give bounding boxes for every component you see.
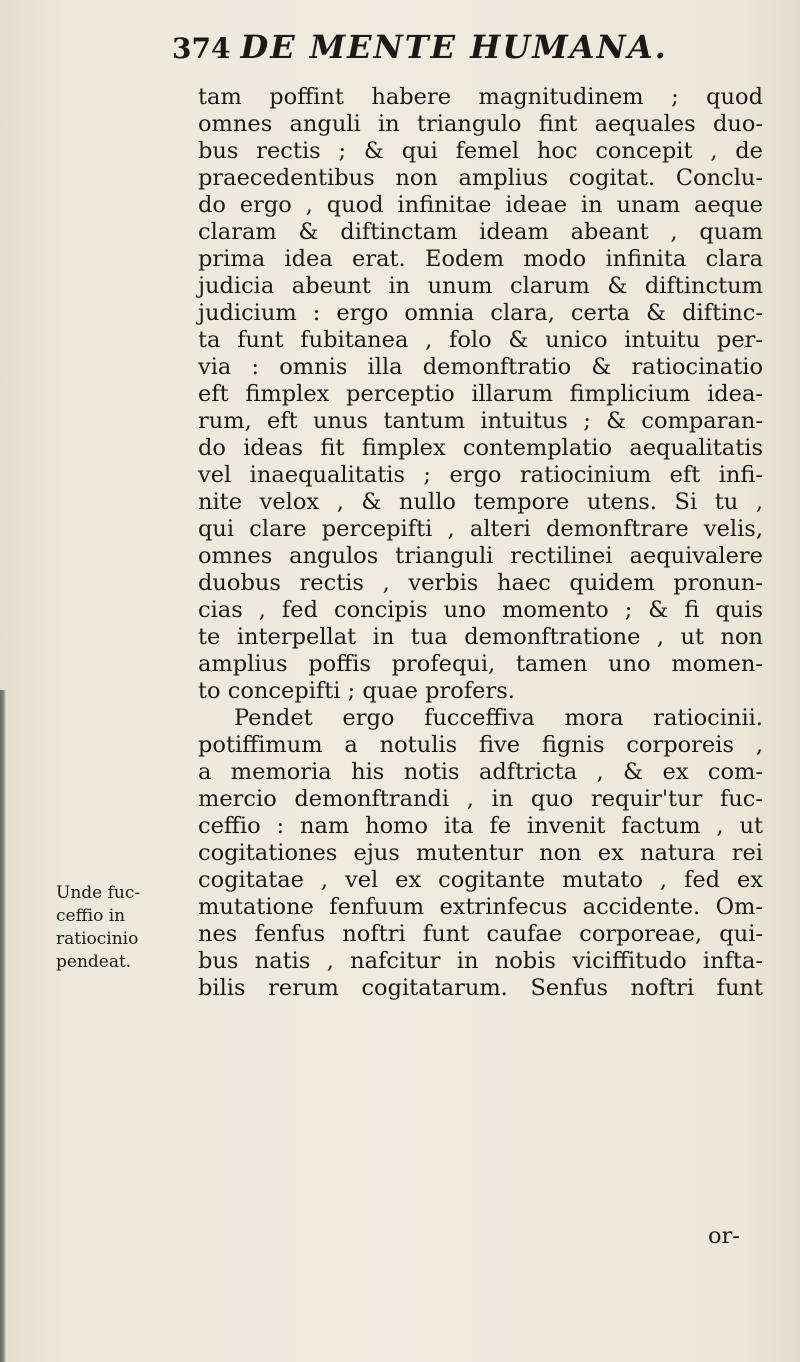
text-line: cias , fed concipis uno momento ; & fi quis (198, 597, 763, 623)
text-line: praecedentibus non amplius cogitat. Conclu- (198, 165, 763, 191)
text-line: judicium : ergo omnia clara, certa & diftinc- (198, 300, 763, 326)
marginal-note (56, 882, 192, 974)
text-line: bus rectis ; & qui femel hoc concepit , de (198, 138, 763, 164)
text-line: judicia abeunt in unum clarum & diftinctum (198, 273, 763, 299)
text-line: nes fenfus noftri funt caufae corporeae, qui- (198, 921, 763, 947)
text-line: ta funt fubitanea , folo & unico intuitu per- (198, 327, 763, 353)
running-title: DE MENTE HUMANA. (240, 28, 668, 66)
text-line: duobus rectis , verbis haec quidem pronun- (198, 570, 763, 596)
text-line: a memoria his notis adftricta , & ex com- (198, 759, 763, 785)
text-line: do ergo , quod infinitae ideae in unam aeque (198, 192, 763, 218)
marginal-note-line: ratiocinio (56, 929, 139, 949)
page-number: 374 (172, 32, 231, 65)
paragraph-start-line: Pendet ergo fucceffiva mora ratiocinii. (234, 705, 763, 731)
marginal-note-line: ceffio in (56, 906, 126, 926)
page-edge-shadow (0, 690, 6, 1362)
text-line: do ideas fit fimplex contemplatio aequalitatis (198, 435, 763, 461)
text-line: omnes anguli in triangulo fint aequales duo- (198, 111, 763, 137)
running-header (172, 28, 668, 66)
body-text (198, 84, 763, 1002)
text-line: to concepifti ; quae profers. (198, 678, 515, 704)
text-line: bilis rerum cogitatarum. Senfus noftri funt (198, 975, 763, 1001)
text-line: te interpellat in tua demonftratione , ut non (198, 624, 763, 650)
text-line: tam poffint habere magnitudinem ; quod (198, 84, 763, 110)
text-line: ceffio : nam homo ita fe invenit factum , ut (198, 813, 763, 839)
text-line: claram & diftinctam ideam abeant , quam (198, 219, 763, 245)
marginal-note-line: pendeat. (56, 952, 132, 972)
text-line: eft fimplex perceptio illarum fimplicium idea- (198, 381, 763, 407)
text-line: bus natis , nafcitur in nobis viciffitudo infta- (198, 948, 763, 974)
text-line: qui clare percepifti , alteri demonftrare velis, (198, 516, 763, 542)
catchword: or- (708, 1223, 740, 1249)
text-line: cogitationes ejus mutentur non ex natura rei (198, 840, 763, 866)
text-line: potiffimum a notulis five fignis corporeis , (198, 732, 763, 758)
marginal-note-line: Unde fuc- (56, 883, 141, 903)
text-line: vel inaequalitatis ; ergo ratiocinium eft infi- (198, 462, 763, 488)
text-line: mutatione fenfuum extrinfecus accidente. Om- (198, 894, 763, 920)
text-line: amplius poffis profequi, tamen uno momen- (198, 651, 763, 677)
text-line: rum, eft unus tantum intuitus ; & comparan- (198, 408, 763, 434)
text-line: mercio demonftrandi , in quo requir'tur fuc- (198, 786, 763, 812)
text-line: omnes angulos trianguli rectilinei aequivalere (198, 543, 763, 569)
text-line: nite velox , & nullo tempore utens. Si tu , (198, 489, 763, 515)
text-line: via : omnis illa demonftratio & ratiocinatio (198, 354, 763, 380)
text-line: prima idea erat. Eodem modo infinita clara (198, 246, 763, 272)
text-line: cogitatae , vel ex cogitante mutato , fed ex (198, 867, 763, 893)
